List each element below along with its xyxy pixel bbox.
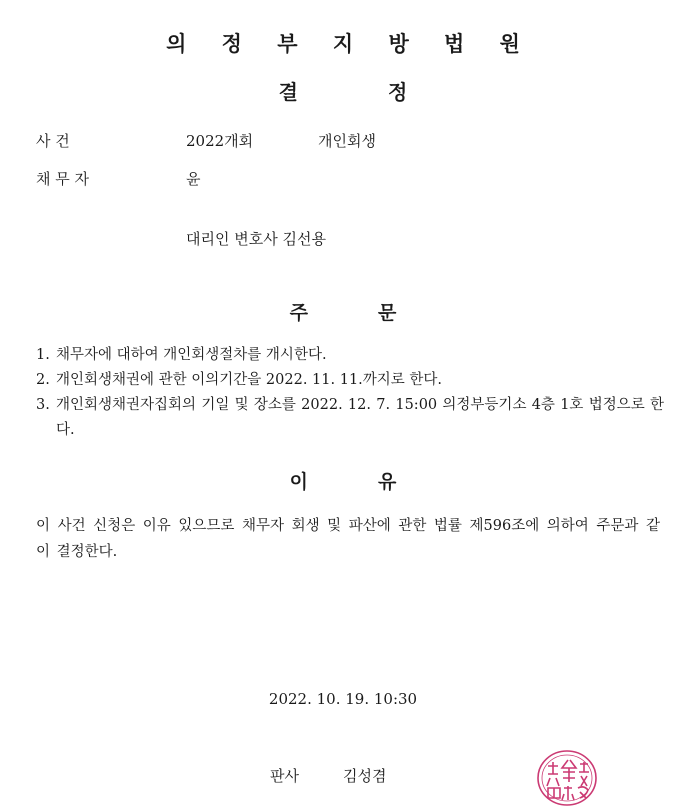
- judge-seal-icon: [534, 748, 600, 808]
- case-type: 개인회생: [318, 132, 376, 150]
- decision-datetime: 2022. 10. 19. 10:30: [268, 690, 418, 708]
- case-number: 2022개회: [186, 132, 254, 150]
- document-title-left: 결: [278, 80, 298, 104]
- judge-signature-line: [270, 765, 386, 786]
- judge-name: 김성겸: [342, 767, 387, 785]
- judge-title: 판사: [270, 767, 299, 785]
- document-title: [0, 76, 686, 105]
- court-name: 의 정 부 지 방 법 원: [166, 32, 534, 56]
- order-item: [36, 343, 664, 368]
- order-item-text: 개인회생채권자집회의 기일 및 장소를 2022. 12. 7. 15:00 의정부등기소 4층 1호 법정으로 한다.: [56, 397, 664, 438]
- order-item: [36, 368, 664, 393]
- reason-heading-left: 이: [289, 471, 308, 493]
- reason-heading-right: 유: [378, 471, 397, 493]
- reason-heading: [0, 467, 686, 494]
- order-item-number: 3.: [36, 397, 50, 413]
- order-item-text: 채무자에 대하여 개인회생절차를 개시한다.: [56, 347, 327, 363]
- order-item-number: 2.: [36, 372, 50, 388]
- agent-line: 대리인 변호사 김선용: [186, 230, 326, 248]
- order-item: [36, 393, 664, 443]
- order-heading: [0, 298, 686, 325]
- reason-text: 이 사건 신청은 이유 있으므로 채무자 회생 및 파산에 관한 법률 제596조에 의하여 주문과 같이 결정한다.: [36, 518, 660, 560]
- order-item-number: 1.: [36, 347, 50, 363]
- case-label: 사 건: [36, 132, 70, 150]
- order-list: [36, 343, 664, 443]
- order-item-text: 개인회생채권에 관한 이의기간을 2022. 11. 11.까지로 한다.: [56, 372, 443, 388]
- document-title-right: 정: [388, 80, 408, 104]
- debtor-label: 채 무 자: [36, 170, 90, 188]
- order-heading-left: 주: [289, 302, 308, 324]
- order-heading-right: 문: [378, 302, 397, 324]
- debtor-name: 윤: [186, 170, 201, 188]
